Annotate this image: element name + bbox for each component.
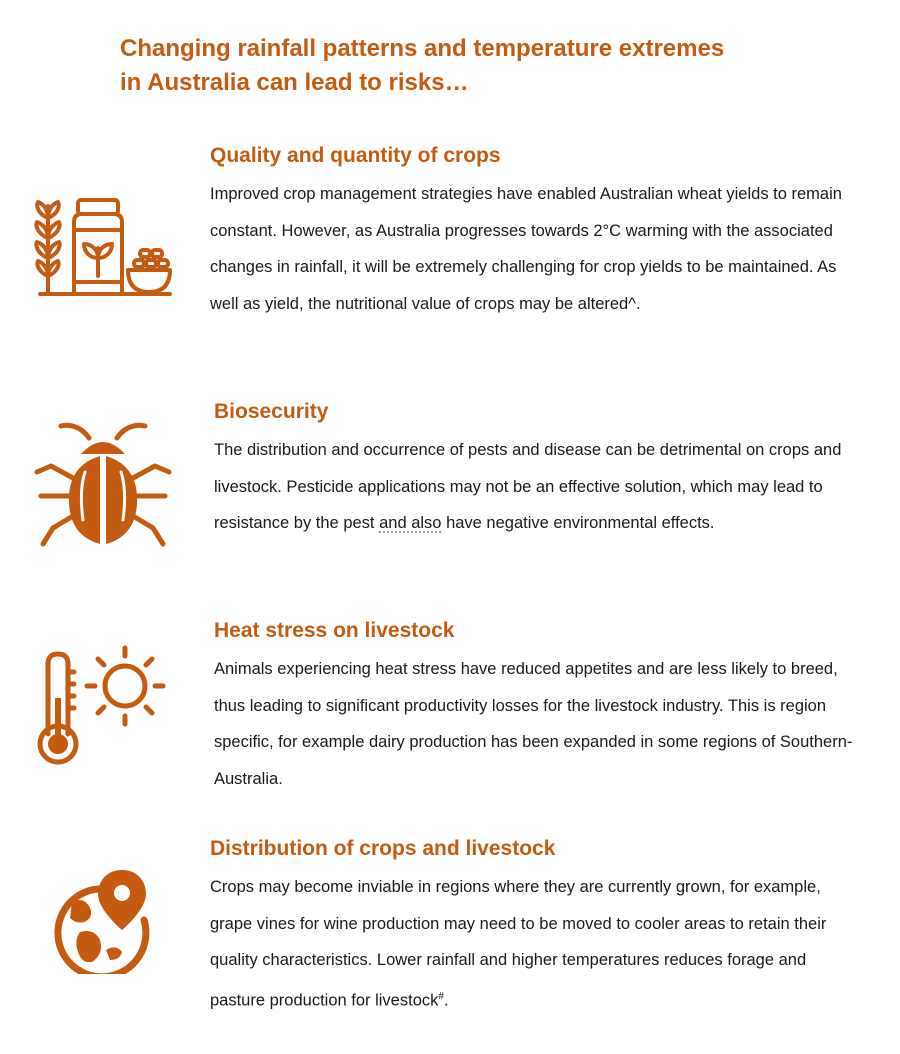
section-heat-stress [214, 617, 864, 797]
beetle-icon [33, 420, 173, 550]
globe-location-icon [50, 866, 154, 974]
section-body-text-end: have negative environmental effects. [441, 514, 715, 532]
section-distribution [210, 835, 860, 1019]
section-body-text: Crops may become inviable in regions where they are currently grown, for example, grape vines for wine production may need to be moved to cooler areas to retain their quality characteristics. Lower rainfall and higher temperatures reduces forage and pasture production for livestock [210, 878, 827, 1009]
section-crops [210, 142, 860, 322]
section-heading: Biosecurity [214, 400, 329, 423]
section-body-text: The distribution and occurrence of pests and disease can be detrimental on crops and livestock. Pesticide applications may not be an effective solution, which may lead to resistance by the pest [214, 441, 842, 532]
section-body: Improved crop management strategies have enabled Australian wheat yields to remain constant. However, as Australia progresses towards 2°C warming with the associated changes in rainfall, it will be extremely challenging for crop yields to be maintained. As well as yield, the nutritional value of crops may be altered^. [210, 185, 842, 313]
section-body [210, 869, 860, 1019]
title-line-2: in Australia can lead to risks… [120, 69, 469, 96]
section-biosecurity [214, 398, 864, 542]
footnote-marker: # [438, 990, 444, 1002]
spellcheck-marked-text: and also [379, 514, 442, 532]
section-body: Animals experiencing heat stress have reduced appetites and are less likely to breed, thus leading to significant productivity losses for the livestock industry. This is region specific, for example dairy production has been expanded in some regions of Southern-Australia. [214, 660, 853, 788]
section-body-end: . [443, 991, 449, 1009]
title-line-1: Changing rainfall patterns and temperature extremes [120, 35, 725, 62]
section-heading: Quality and quantity of crops [210, 144, 501, 167]
crops-jar-icon [30, 196, 175, 298]
page-title [120, 32, 840, 100]
section-heading: Distribution of crops and livestock [210, 837, 556, 860]
thermometer-sun-icon [30, 642, 170, 767]
section-body [214, 432, 864, 542]
section-heading: Heat stress on livestock [214, 619, 455, 642]
